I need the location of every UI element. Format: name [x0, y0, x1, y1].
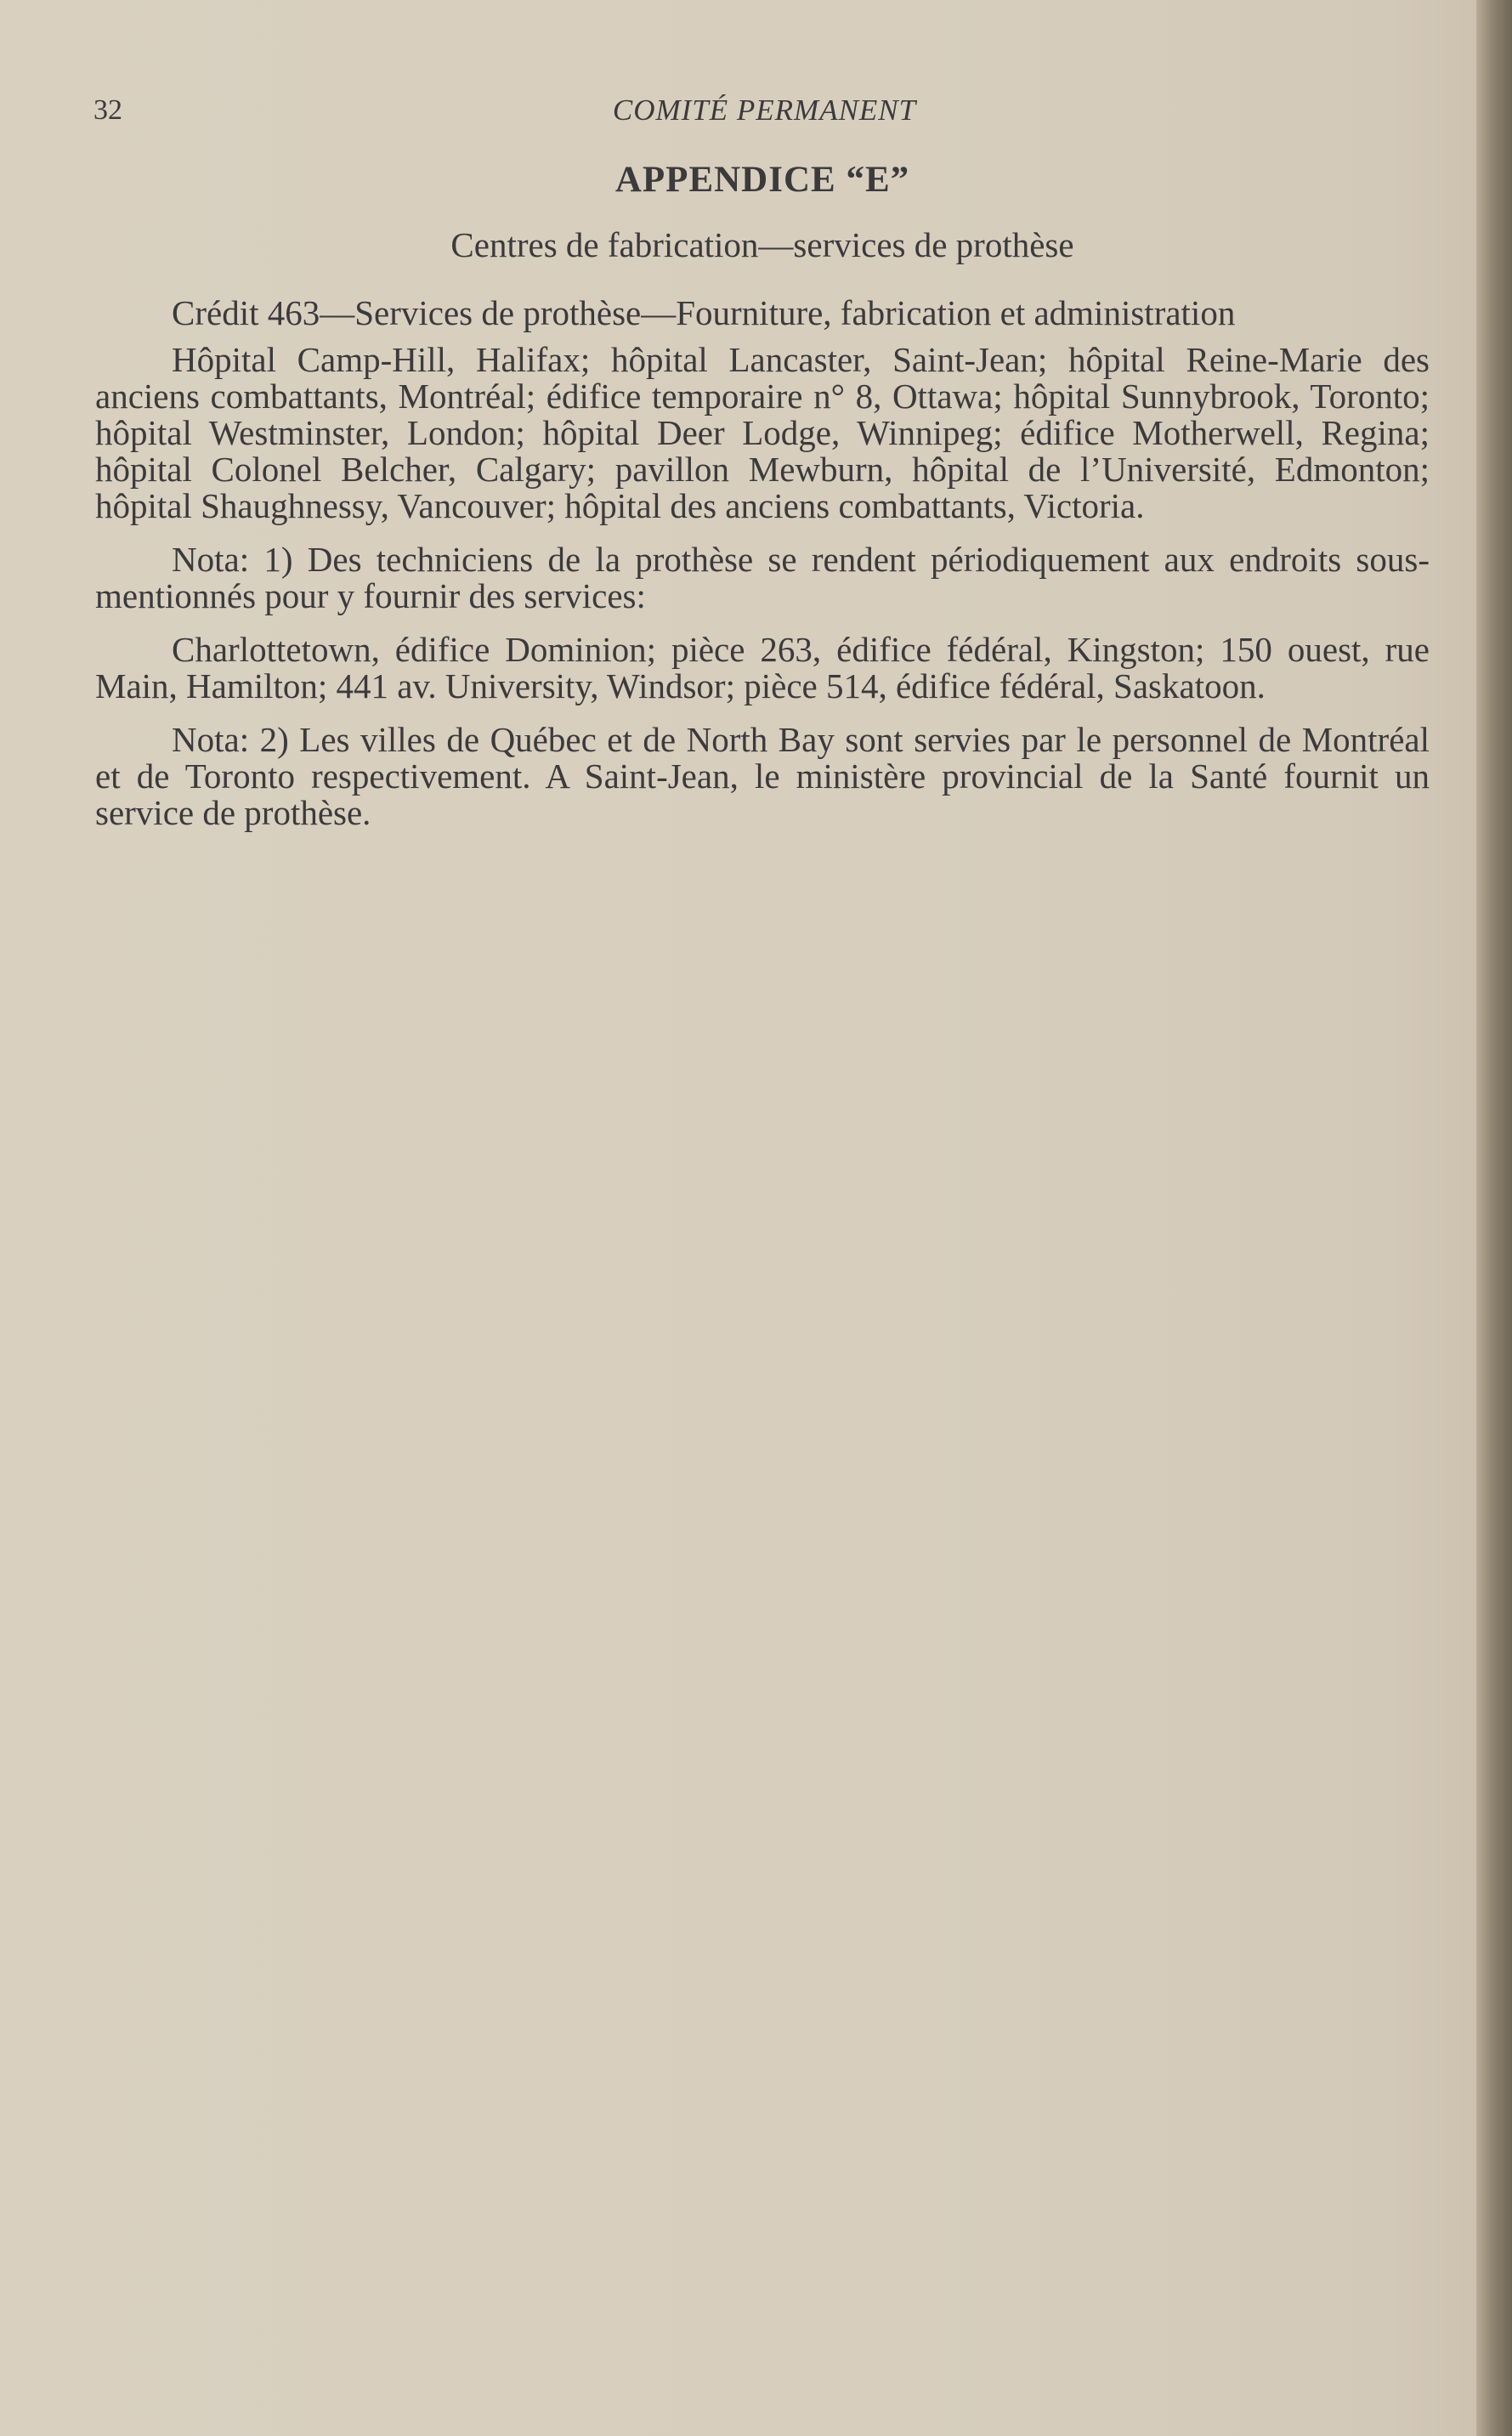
page-number: 32 — [93, 94, 122, 126]
book-spine-shadow — [1476, 0, 1512, 2436]
visit-locations-paragraph: Charlottetown, édifice Dominion; pièce 263, édifice fédéral, Kingston; 150 ouest, rue Main, Hamilton; 441 av. University, Windsor; pièce 514, édifice fédéral, Saskatoon. — [95, 630, 1430, 705]
running-head — [0, 92, 1512, 129]
hospital-list-paragraph: Hôpital Camp-Hill, Halifax; hôpital Lancaster, Saint-Jean; hôpital Reine-Marie des anciens combattants, Montréal; édifice temporaire n° 8, Ottawa; hôpital Sunnybrook, Toronto; hôpital Westminster, London; hôpital Deer Lodge, Winnipeg; édifice Motherwell, Regina; hôpital Colonel Belcher, Calgary; pavillon Mewburn, hôpital de l’Université, Edmonton; hôpital Shaughnessy, Vancouver; hôpital des anciens combattants, Victoria. — [95, 340, 1430, 525]
note-1-paragraph: Nota: 1) Des techniciens de la prothèse se rendent périodiquement aux endroits sous-mentionnés pour y fournir des services: — [95, 540, 1430, 615]
page-header — [0, 92, 1512, 129]
running-head-text: COMITÉ PERMANENT — [612, 93, 917, 127]
appendix-title: APPENDICE “E” — [614, 160, 910, 200]
appendix-subtitle: Centres de fabrication—services de prothèse — [450, 225, 1074, 264]
appendix-content — [95, 155, 1430, 848]
note-2-paragraph: Nota: 2) Les villes de Québec et de North Bay sont servies par le personnel de Montréal et de Toronto respectivement. A Saint-Jean, le ministère provincial de la Santé fournit un service de prothèse. — [95, 720, 1430, 832]
credit-line: Crédit 463—Services de prothèse—Fourniture, fabrication et administration — [172, 293, 1236, 332]
